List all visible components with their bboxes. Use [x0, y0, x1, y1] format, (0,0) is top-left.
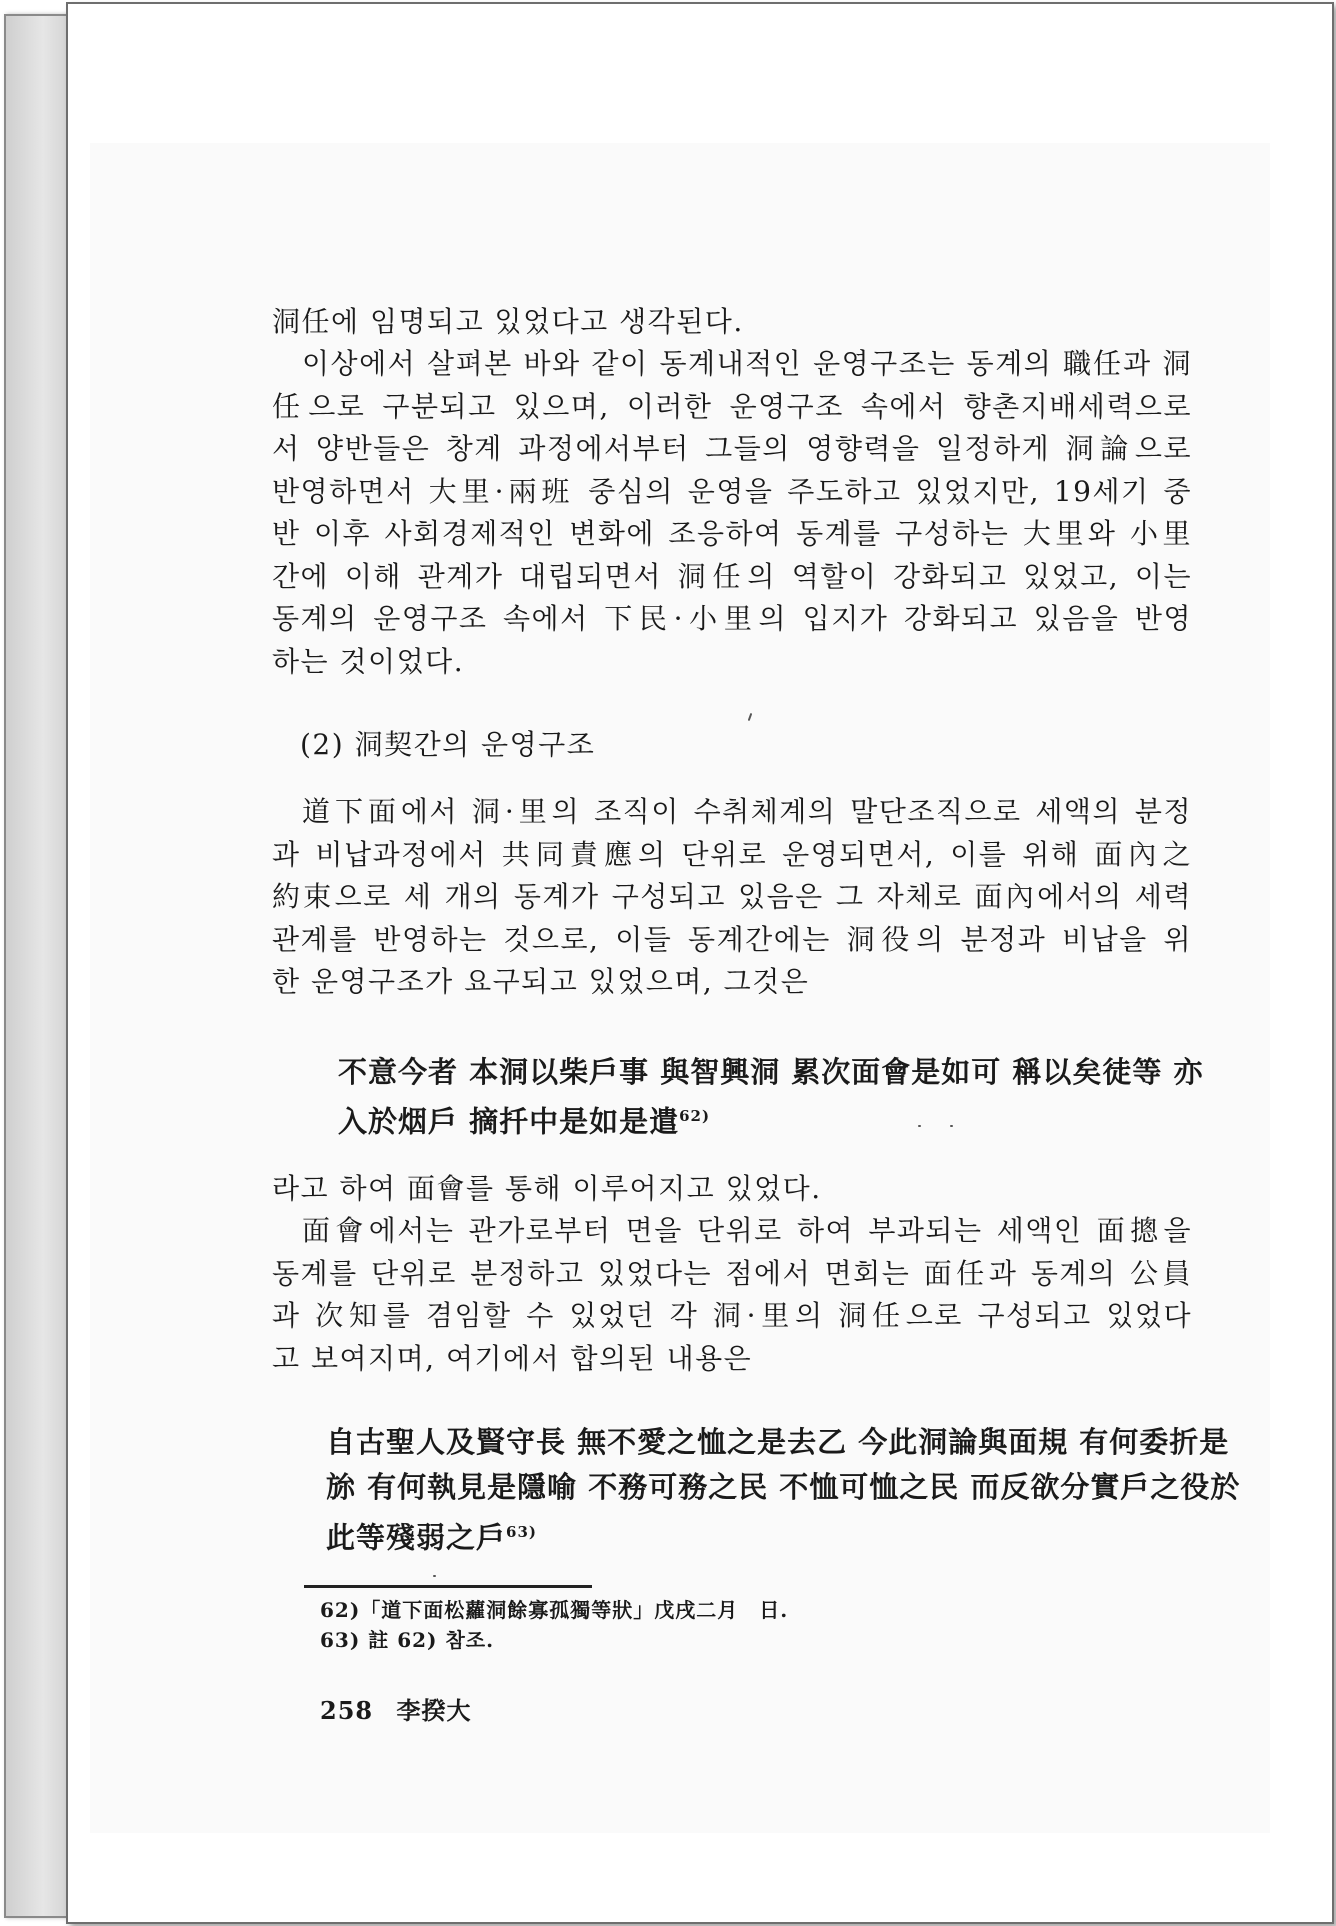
- footnote-62: 62)「道下面松蘿洞餘寡孤獨等狀」戊戌二月 日.: [320, 1598, 789, 1622]
- section-heading: (2) 洞契간의 운영구조: [300, 728, 596, 761]
- text-line: 관계를 반영하는 것으로, 이들 동계간에는 洞役의 분정과 비납을 위: [272, 922, 1192, 956]
- scan-speck: [918, 1125, 921, 1127]
- text-line: 과 비납과정에서 共同責應의 단위로 운영되면서, 이를 위해 面內之: [272, 837, 1192, 871]
- scan-speck: [950, 1125, 953, 1127]
- text-line: 과 次知를 겸임할 수 있었던 각 洞·里의 洞任으로 구성되고 있었다: [272, 1299, 1192, 1332]
- text-line: 반 이후 사회경제적인 변화에 조응하여 동계를 구성하는 大里와 小里: [272, 517, 1192, 550]
- quote-line: 旀 有何執見是隱喻 不務可務之民 不恤可恤之民 而反欲分實戶之役於: [326, 1470, 1241, 1504]
- text-line: 라고 하여 面會를 통해 이루어지고 있었다.: [272, 1172, 822, 1205]
- text-line: 동계를 단위로 분정하고 있었다는 점에서 면회는 面任과 동계의 公員: [272, 1256, 1192, 1290]
- text-line: 동계의 운영구조 속에서 下民·小里의 입지가 강화되고 있음을 반영: [272, 602, 1192, 635]
- paragraph-continuation: [272, 301, 1192, 344]
- quote-line: 自古聖人及賢守長 無不愛之恤之是去乙 今此洞論與面規 有何委折是: [326, 1425, 1230, 1459]
- text-line: 반영하면서 大里·兩班 중심의 운영을 주도하고 있었지만, 19세기 중: [272, 474, 1192, 508]
- page-number: 258: [320, 1696, 374, 1725]
- text-line: 이상에서 살펴본 바와 같이 동계내적인 운영구조는 동계의 職任과 洞: [302, 347, 1192, 380]
- footnote-ref: 62): [679, 1107, 711, 1125]
- text-line: 한 운영구조가 요구되고 있었으며, 그것은: [272, 965, 810, 998]
- author-name: 李揆大: [396, 1696, 472, 1725]
- block-quote: [338, 1050, 1204, 1144]
- text-line: 洞任에 임명되고 있었다고 생각된다.: [272, 305, 744, 338]
- text-line: 面會에서는 관가로부터 면을 단위로 하여 부과되는 세액인 面摠을: [302, 1214, 1192, 1247]
- paragraph-summary: [272, 343, 1192, 683]
- block-quote-2: [326, 1420, 1241, 1561]
- quote-line: 不意今者 本洞以柴戶事 與智興洞 累次面會是如可 稱以矣徒等 亦: [338, 1055, 1204, 1089]
- footnote-63: 63) 註 62) 참조.: [320, 1628, 495, 1652]
- text-line: 간에 이해 관계가 대립되면서 洞任의 역할이 강화되고 있었고, 이는: [272, 559, 1192, 593]
- page-folio: [320, 1691, 471, 1726]
- quote-line: [338, 1094, 1198, 1144]
- paragraph-body: [272, 791, 1192, 1004]
- paragraph-body-2: [272, 1210, 1192, 1380]
- quote-line: [326, 1510, 1196, 1561]
- text-line: 約束으로 세 개의 동계가 구성되고 있음은 그 자체로 面內에서의 세력: [272, 880, 1192, 913]
- footnote-divider: [304, 1585, 592, 1588]
- text-line: 고 보여지며, 여기에서 합의된 내용은: [272, 1341, 753, 1375]
- quote-text: 入於烟戶 摘扦中是如是遣: [338, 1104, 680, 1139]
- text-line: 道下面에서 洞·里의 조직이 수취체계의 말단조직으로 세액의 분정: [302, 795, 1192, 828]
- footnote-ref: 63): [506, 1523, 537, 1541]
- paragraph-bridge: [272, 1168, 1192, 1211]
- text-line: 하는 것이었다.: [272, 644, 465, 678]
- scan-speck: [433, 1575, 436, 1577]
- book-spine: [4, 14, 69, 1918]
- text-line: 任으로 구분되고 있으며, 이러한 운영구조 속에서 향촌지배세력으로: [272, 389, 1192, 423]
- quote-text: 此等殘弱之戶: [326, 1520, 507, 1555]
- text-line: 서 양반들은 창계 과정에서부터 그들의 영향력을 일정하게 洞論으로: [272, 432, 1192, 465]
